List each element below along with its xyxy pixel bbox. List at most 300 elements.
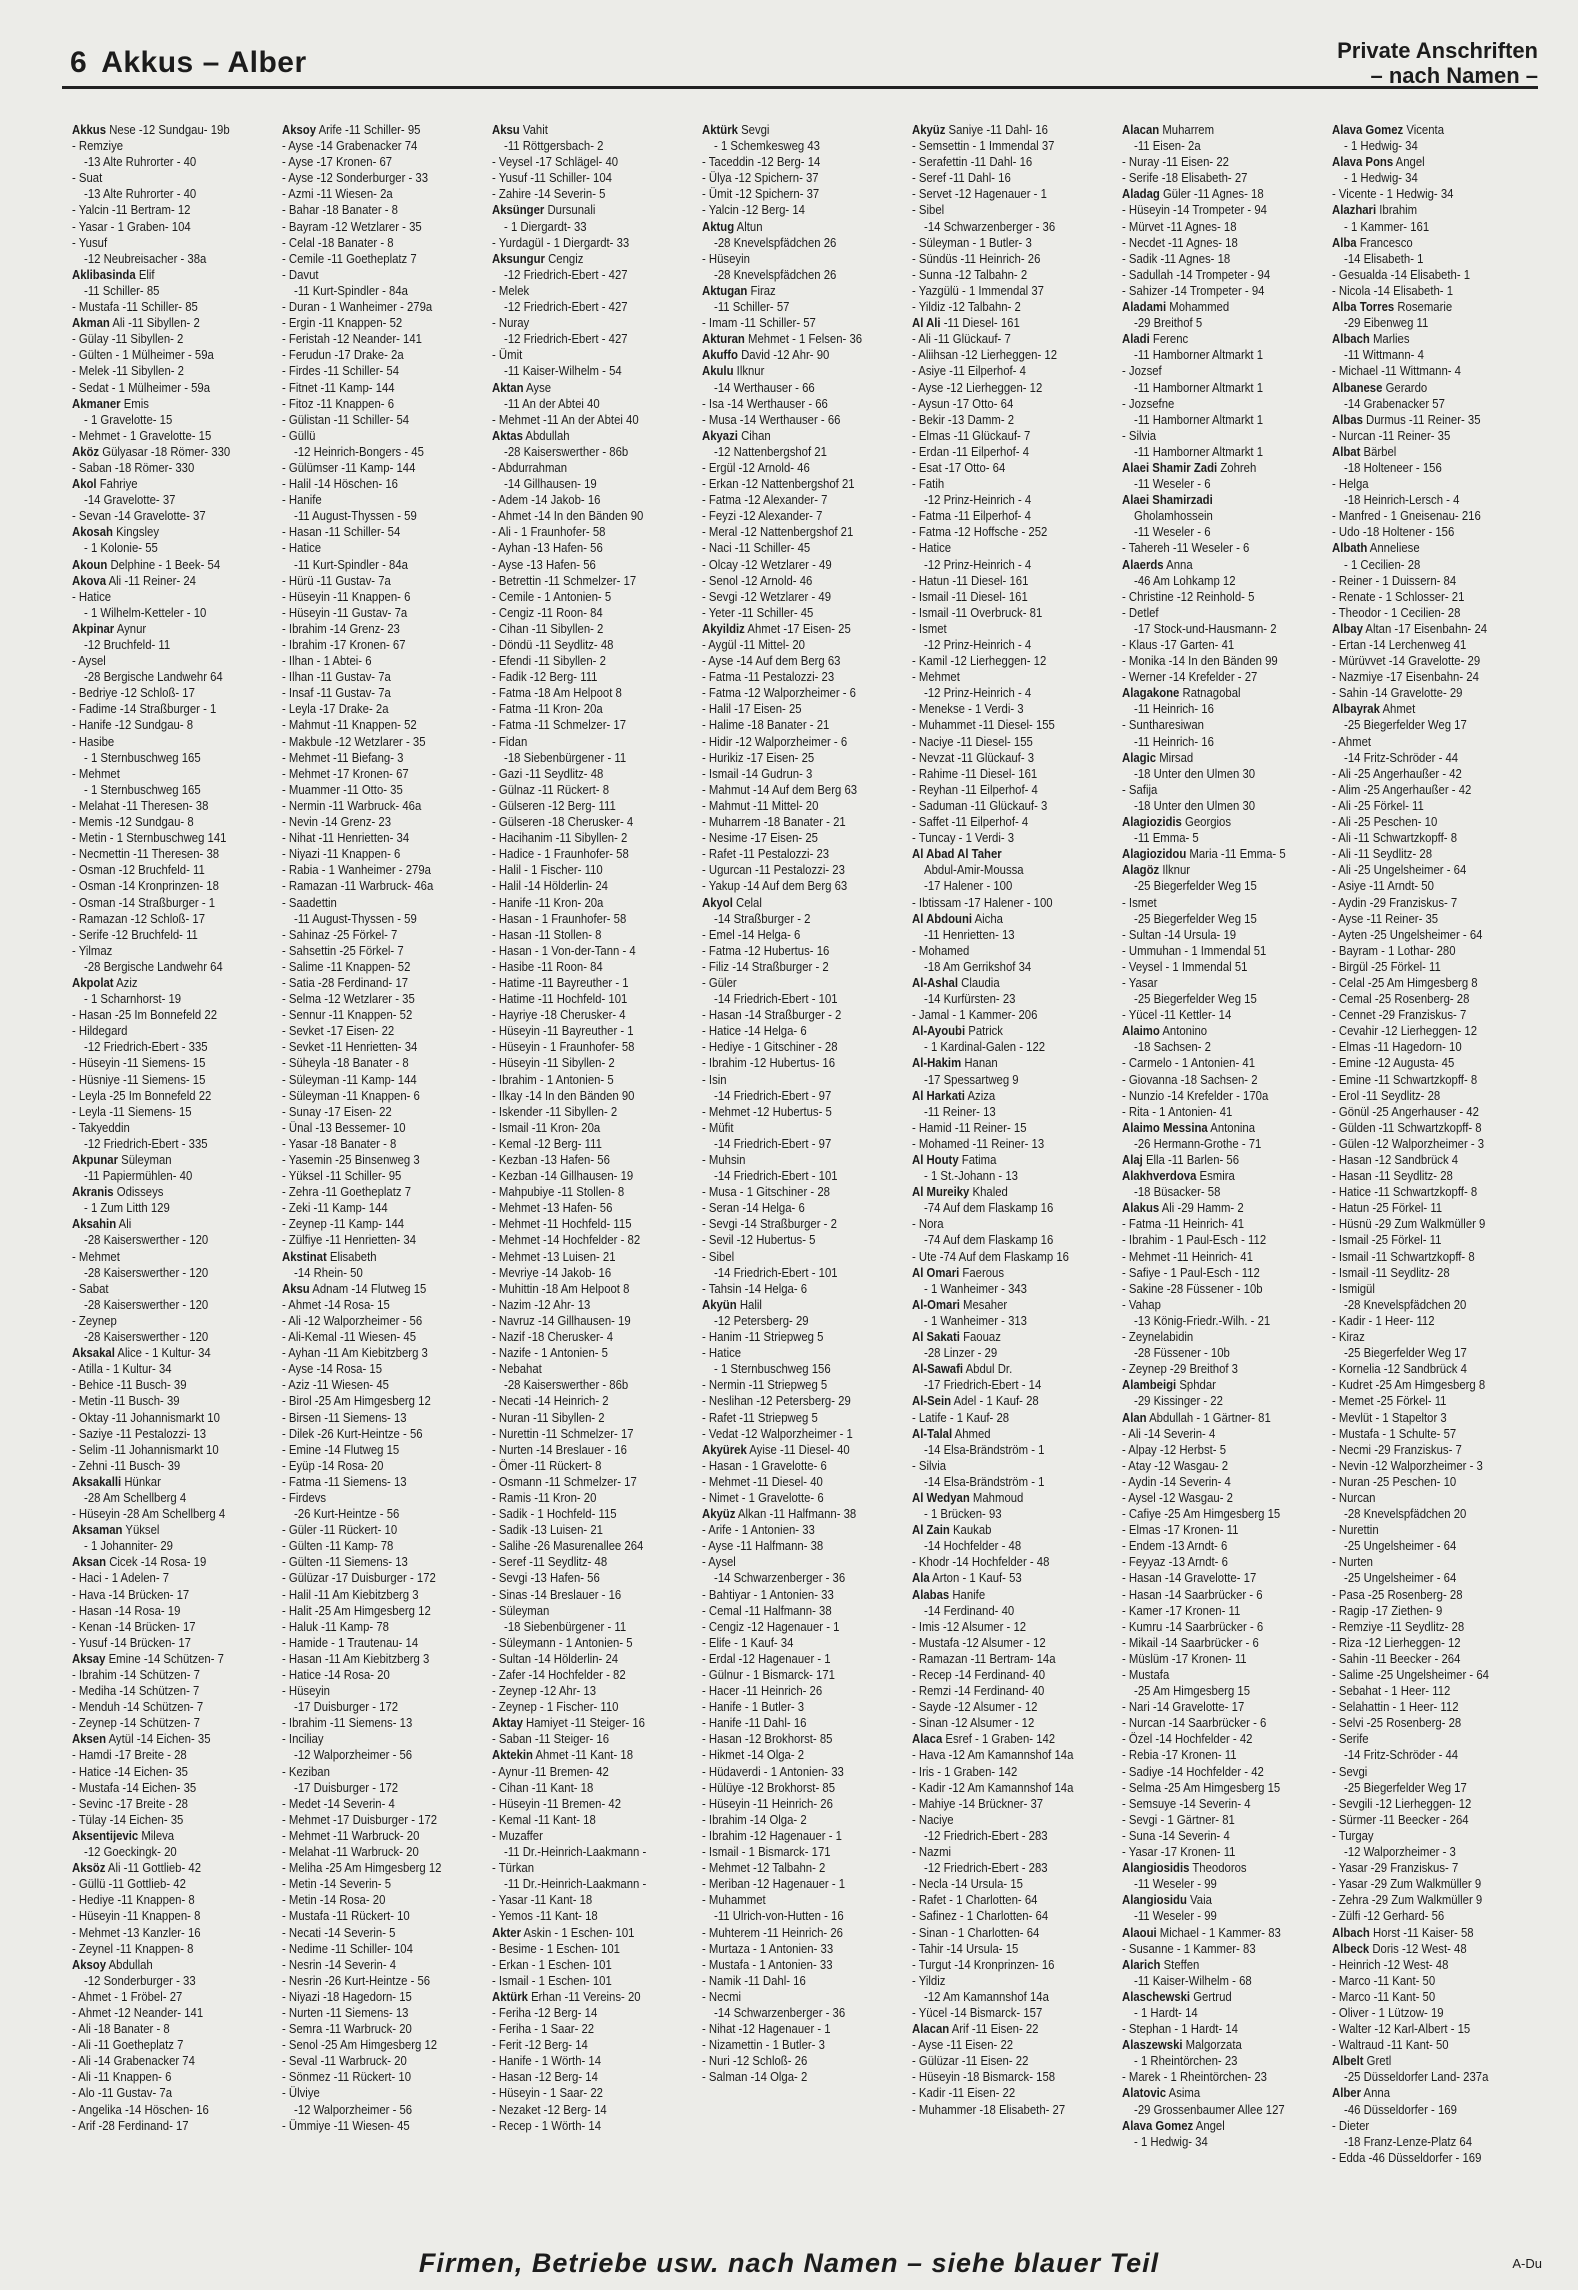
listing-entry: - Yüksel -11 Schiller- 95 — [282, 1168, 402, 1184]
listing-entry: Akova Ali -11 Reiner- 24 — [72, 572, 196, 588]
listing-entry: - Nazmiye -17 Eisenbahn- 24 — [1332, 669, 1479, 685]
listing-entry: - Yemos -11 Kant- 18 — [492, 1908, 598, 1924]
listing-entry: -17 Duisburger - 172 — [294, 1779, 399, 1795]
listing-entry: - Aynur -11 Bremen- 42 — [492, 1763, 609, 1779]
listing-entry: - Fatma -12 Hoffsche - 252 — [912, 524, 1048, 540]
listing-entry: - Ayse -13 Hafen- 56 — [492, 556, 596, 572]
listing-entry: - Hasan -11 Schiller- 54 — [282, 524, 401, 540]
surname: Aktug — [702, 218, 735, 234]
listing-entry: - Oliver - 1 Lützow- 19 — [1332, 2004, 1444, 2020]
listing-entry: - Hatun -25 Förkel- 11 — [1332, 1200, 1443, 1216]
listing-entry: Alangiosidis Theodoros — [1122, 1860, 1247, 1876]
listing-entry: - Gülistan -11 Schiller- 54 — [282, 411, 410, 427]
listing-entry: - Celal -25 Am Himgesberg 8 — [1332, 974, 1478, 990]
listing-entry: Aktan Ayse — [492, 379, 552, 395]
listing-entry: - Nihat -12 Hagenauer - 1 — [702, 2021, 831, 2037]
listing-entry: - Sinan -12 Alsumer - 12 — [912, 1715, 1035, 1731]
listing-entry: -29 Eibenweg 11 — [1344, 315, 1429, 331]
listing-entry: -12 Nattenbergshof 21 — [714, 443, 827, 459]
listing-entry: -11 Reiner- 13 — [924, 1103, 996, 1119]
surname: Al Abad Al Taher — [912, 846, 1002, 862]
listing-entry: -14 Elsa-Brändström - 1 — [924, 1441, 1045, 1457]
listing-entry: -26 Hermann-Grothe - 71 — [1134, 1135, 1262, 1151]
surname: Aktekin — [492, 1747, 533, 1763]
listing-entry: Aktay Hamiyet -11 Steiger- 16 — [492, 1715, 645, 1731]
listing-entry: - 1 Diergardt- 33 — [504, 218, 587, 234]
surname: Aksu — [282, 1280, 310, 1296]
listing-entry: Albanese Gerardo — [1332, 379, 1428, 395]
listing-entry: - Hatice — [702, 1345, 742, 1361]
listing-entry: - Hamide - 1 Trautenau- 14 — [282, 1634, 419, 1650]
listing-entry: Al-Ayoubi Patrick — [912, 1023, 1003, 1039]
listing-entry: - Nevzat -11 Glückauf- 3 — [912, 749, 1035, 765]
listing-entry: - Hüseyin - 1 Fraunhofer- 58 — [492, 1039, 635, 1055]
listing-entry: Al-Talal Ahmed — [912, 1425, 991, 1441]
listing-entry: - Senol -25 Am Himgesberg 12 — [282, 2037, 438, 2053]
listing-entry: - Ramis -11 Kron- 20 — [492, 1489, 597, 1505]
listing-entry: - Yusuf -11 Schiller- 104 — [492, 170, 612, 186]
listing-entry: - Ibtissam -17 Halener - 100 — [912, 894, 1053, 910]
listing-entry: - Naciye — [912, 1811, 954, 1827]
listing-entry: - Müfit — [702, 1119, 734, 1135]
listing-entry: - Leyla -25 Im Bonnefeld 22 — [72, 1087, 212, 1103]
listing-entry: - Aysel — [702, 1554, 736, 1570]
listing-entry: - Salihe -26 Masurenallee 264 — [492, 1538, 644, 1554]
listing-entry: Alaei Shamir Zadi Zohreh — [1122, 459, 1257, 475]
listing-entry: -12 Bruchfeld- 11 — [84, 637, 171, 652]
listing-entry: - Hasan -12 Sandbrück 4 — [1332, 1152, 1459, 1167]
listing-entry: - Sahizer -14 Trompeter - 94 — [1122, 282, 1265, 298]
listing-entry: - Sahin -14 Gravelotte- 29 — [1332, 685, 1463, 701]
listing-entry: - Mahmut -11 Knappen- 52 — [282, 717, 417, 733]
listing-entry: - Necdet -11 Agnes- 18 — [1122, 234, 1238, 250]
listing-entry: - Yücel -14 Bismarck- 157 — [912, 2004, 1043, 2020]
listing-entry: -11 Schiller- 85 — [84, 282, 160, 298]
listing-entry: -17 Stock-und-Hausmann- 2 — [1134, 620, 1277, 636]
listing-entry: - Zeynep -12 Ahr- 13 — [492, 1683, 597, 1699]
listing-entry: - Leyla -11 Siemens- 15 — [72, 1103, 192, 1119]
listing-entry: - Rebia -17 Kronen- 11 — [1122, 1747, 1237, 1763]
listing-entry: - Bedriye -12 Schloß- 17 — [72, 685, 195, 701]
surname: Alambeigi — [1122, 1377, 1177, 1393]
listing-entry: - Hasan -25 Im Bonnefeld 22 — [72, 1007, 218, 1023]
listing-entry: - Ismail -11 Overbruck- 81 — [912, 604, 1043, 620]
listing-entry: - Mevlüt - 1 Stapeltor 3 — [1332, 1409, 1447, 1425]
listing-entry: - Ismail -11 Kron- 20a — [492, 1119, 601, 1135]
listing-entry: -12 Walporzheimer - 56 — [294, 2101, 413, 2117]
listing-entry: Alacan Arif -11 Eisen- 22 — [912, 2021, 1039, 2037]
listing-entry: - Nevin -12 Walporzheimer - 3 — [1332, 1457, 1483, 1473]
listing-entry: -11 Kaiser-Wilhelm - 68 — [1134, 1972, 1252, 1988]
listing-entry: - Nezaket -12 Berg- 14 — [492, 2101, 607, 2117]
listing-entry: - 1 Wilhelm-Ketteler - 10 — [84, 604, 207, 620]
listing-entry: - Neslihan -12 Petersberg- 29 — [702, 1393, 851, 1409]
listing-entry: - Betrettin -11 Schmelzer- 17 — [492, 572, 637, 588]
listing-entry: - Ahmet - 1 Fröbel- 27 — [72, 1988, 183, 2004]
surname: Akmaner — [72, 395, 121, 411]
listing-entry: - Hanife -11 Dahl- 16 — [702, 1715, 807, 1731]
listing-entry: - Suat — [72, 170, 103, 186]
surname: Akyol — [702, 894, 733, 910]
listing-entry: - Fatma -12 Hubertus- 16 — [702, 942, 830, 958]
listing-entry: Akol Fahriye — [72, 476, 138, 492]
listing-entry: - Süleyman -11 Knappen- 6 — [282, 1087, 420, 1103]
listing-entry: - 1 Hedwig- 34 — [1134, 2133, 1208, 2149]
surname: Alaca — [912, 1731, 943, 1747]
listing-entry: - Riza -12 Lierheggen- 12 — [1332, 1634, 1461, 1650]
surname: Akpunar — [72, 1152, 119, 1167]
listing-entry: - Mehmet -17 Kronen- 67 — [282, 765, 409, 781]
listing-entry: -46 Am Lohkamp 12 — [1134, 572, 1236, 588]
listing-entry: - Ömer -11 Rückert- 8 — [492, 1457, 602, 1473]
surname: Akyüz — [912, 122, 946, 137]
listing-entry: - Muhterem -11 Heinrich- 26 — [702, 1924, 843, 1940]
listing-entry: - Ergin -11 Knappen- 52 — [282, 315, 403, 331]
listing-entry: - Imis -12 Alsumer - 12 — [912, 1618, 1027, 1634]
listing-entry: - Hüseyin -11 Knappen- 8 — [72, 1908, 201, 1924]
listing-entry: - Aygül -11 Mittel- 20 — [702, 637, 805, 652]
listing-entry: - Ahmet -12 Neander- 141 — [72, 2004, 204, 2020]
listing-entry: -18 Holteneer - 156 — [1344, 459, 1442, 475]
listing-entry: - Ibrahim -14 Schützen- 7 — [72, 1667, 200, 1682]
surname: Akyüz — [702, 1506, 736, 1522]
listing-entry: - Mehmet — [912, 669, 960, 685]
listing-entry: - Güllü -11 Gottlieb- 42 — [72, 1876, 186, 1892]
listing-entry: -28 Knevelspfädchen 20 — [1344, 1296, 1467, 1312]
listing-entry: -25 Biegerfelder Weg 17 — [1344, 1345, 1467, 1361]
listing-entry: - Ülya -12 Spichern- 37 — [702, 170, 819, 186]
surname: Al Houty — [912, 1152, 959, 1167]
listing-entry: - Haci - 1 Adelen- 7 — [72, 1570, 170, 1586]
listing-entry: - Sevgili -12 Lierheggen- 12 — [1332, 1795, 1472, 1811]
listing-entry: - Makbule -12 Wetzlarer - 35 — [282, 733, 426, 749]
listing-entry: - Ünal -13 Bessemer- 10 — [282, 1119, 406, 1135]
listing-entry: - Zülfi -12 Gerhard- 56 — [1332, 1908, 1445, 1924]
surname: Al-Ayoubi — [912, 1023, 966, 1039]
listing-entry: - Hüseyin -28 Am Schellberg 4 — [72, 1506, 226, 1522]
listing-entry: - Nurten — [1332, 1554, 1373, 1570]
listing-entry: - 1 Sternbuschweg 165 — [84, 781, 201, 797]
listing-entry: -28 Knevelspfädchen 20 — [1344, 1506, 1467, 1522]
listing-entry: - Fatma -12 Alexander- 7 — [702, 492, 828, 508]
listing-entry: - Sadik - 1 Hochfeld- 115 — [492, 1506, 617, 1522]
listing-entry: Alba Francesco — [1332, 234, 1413, 250]
listing-entry: - Muzaffer — [492, 1827, 543, 1843]
listing-entry: - Mehmet -11 Biefang- 3 — [282, 749, 404, 765]
listing-entry: - Menduh -14 Schützen- 7 — [72, 1699, 204, 1715]
listing-entry: - Metin -11 Busch- 39 — [72, 1393, 180, 1409]
listing-entry: Aktürk Erhan -11 Vereins- 20 — [492, 1988, 641, 2004]
listing-entry: Albat Bärbel — [1332, 443, 1397, 459]
listing-entry: - Hasan -11 Stollen- 8 — [492, 926, 602, 942]
listing-entry: - 1 Wanheimer - 313 — [924, 1312, 1027, 1328]
listing-entry: - Ibrahim -14 Olga- 2 — [702, 1811, 807, 1827]
listing-entry: - Giovanna -18 Sachsen- 2 — [1122, 1071, 1258, 1087]
listing-entry: Alaimo Antonino — [1122, 1023, 1208, 1039]
listing-entry: - Kemal -12 Berg- 111 — [492, 1135, 602, 1151]
listing-entry: Al Ali -11 Diesel- 161 — [912, 315, 1020, 331]
listing-entry: - Ramazan -12 Schloß- 17 — [72, 910, 206, 926]
listing-entry: - Güler — [702, 974, 737, 990]
listing-entry: -28 Kaiserswerther - 86b — [504, 443, 629, 459]
listing-entry: - Gülnaz -11 Rückert- 8 — [492, 781, 610, 797]
listing-entry: - Reyhan -11 Eilperhof- 4 — [912, 781, 1038, 797]
listing-entry: -28 Kaiserswerther - 120 — [84, 1329, 209, 1345]
listing-entry: - 1 Scharnhorst- 19 — [84, 991, 182, 1007]
listing-entry: - Selvi -25 Rosenberg- 28 — [1332, 1715, 1462, 1731]
listing-entry: - Nazif -18 Cherusker- 4 — [492, 1329, 614, 1345]
listing-entry: -12 Petersberg- 29 — [714, 1312, 809, 1328]
listing-entry: - Aydin -14 Severin- 4 — [1122, 1473, 1231, 1489]
listing-entry: - Gülümser -11 Kamp- 144 — [282, 459, 416, 475]
surname: Aksakal — [72, 1345, 115, 1361]
listing-entry: - 1 Kammer- 161 — [1344, 218, 1430, 234]
listing-entry: - Yasar -17 Kronen- 11 — [1122, 1844, 1236, 1860]
listing-entry: - Vicente - 1 Hedwig- 34 — [1332, 186, 1454, 202]
listing-entry: - Hanife -12 Sundgau- 8 — [72, 717, 194, 733]
listing-entry: -14 Friedrich-Ebert - 101 — [714, 1264, 838, 1280]
surname: Akter — [492, 1924, 521, 1940]
listing-entry: - Reiner - 1 Duissern- 84 — [1332, 572, 1457, 588]
listing-entry: -12 Walporzheimer - 56 — [294, 1747, 413, 1763]
listing-entry: - Ferit -12 Berg- 14 — [492, 2037, 588, 2053]
listing-entry: - Naciye -11 Diesel- 155 — [912, 733, 1033, 749]
listing-entry: - Ilhan -11 Gustav- 7a — [282, 669, 391, 685]
listing-entry: - Suntharesiwan — [1122, 717, 1204, 733]
listing-entry: - Haluk -11 Kamp- 78 — [282, 1618, 389, 1634]
listing-entry: - Halil -11 Am Kiebitzberg 3 — [282, 1586, 419, 1602]
listing-entry: - 1 Johanniter- 29 — [84, 1538, 173, 1554]
listing-entry: - Cihan -11 Sibyllen- 2 — [492, 620, 604, 636]
listing-entry: - Susanne - 1 Kammer- 83 — [1122, 1940, 1256, 1956]
listing-entry: - Mohamed — [912, 942, 970, 958]
surname: Albach — [1332, 331, 1370, 347]
listing-entry: - Kezban -14 Gillhausen- 19 — [492, 1168, 634, 1184]
surname: Albas — [1332, 411, 1363, 427]
listing-entry: - Ibrahim -12 Hagenauer - 1 — [702, 1827, 842, 1843]
surname: Alagiozidou — [1122, 846, 1187, 862]
listing-entry: Abdul-Amir-Moussa — [924, 862, 1024, 878]
listing-entry: - Sevgi -13 Hafen- 56 — [492, 1570, 600, 1586]
listing-entry: - Iris - 1 Graben- 142 — [912, 1763, 1018, 1779]
listing-entry: - Zehra -11 Goetheplatz 7 — [282, 1184, 412, 1200]
listing-entry: - Hatime -11 Bayreuther - 1 — [492, 974, 629, 990]
listing-entry: Alagic Mirsad — [1122, 749, 1194, 765]
listing-entry: - Sahsettin -25 Förkel- 7 — [282, 942, 404, 958]
listing-entry: Aktas Abdullah — [492, 427, 570, 443]
listing-entry: - Hüseyin -11 Knappen- 6 — [282, 588, 411, 604]
listing-entry: -13 Alte Ruhrorter - 40 — [84, 154, 197, 170]
listing-entry: - Besime - 1 Eschen- 101 — [492, 1940, 620, 1956]
listing-entry: - Recep -14 Ferdinand- 40 — [912, 1667, 1046, 1682]
footer-note: Firmen, Betriebe usw. nach Namen – siehe blauer Teil — [418, 2248, 1160, 2278]
listing-entry: -14 Rhein- 50 — [294, 1264, 363, 1280]
listing-entry: -74 Auf dem Flaskamp 16 — [924, 1232, 1054, 1248]
surname: Alaei Shamir Zadi — [1122, 459, 1218, 475]
listing-entry: - Hürü -11 Gustav- 7a — [282, 572, 391, 588]
listing-entry: - Mehmet -11 Heinrich- 41 — [1122, 1248, 1253, 1264]
surname: Alazhari — [1332, 202, 1377, 218]
listing-entry: - Kamer -17 Kronen- 11 — [1122, 1602, 1241, 1618]
listing-entry: - Hanife - 1 Butler- 3 — [702, 1699, 805, 1715]
listing-entry: - Jozsef — [1122, 363, 1162, 379]
listing-entry: - Hatice — [912, 540, 952, 556]
listing-entry: - Yazgülü - 1 Immendal 37 — [912, 282, 1044, 298]
listing-entry: - Meriban -12 Hagenauer - 1 — [702, 1876, 846, 1892]
surname: Albanese — [1332, 379, 1383, 395]
listing-entry: -11 August-Thyssen - 59 — [294, 910, 417, 926]
listing-entry: -12 Prinz-Heinrich - 4 — [924, 685, 1032, 701]
surname: Alan — [1122, 1409, 1147, 1425]
listing-entry: Akyüz Alkan -11 Halfmann- 38 — [702, 1506, 857, 1522]
listing-entry: -12 Prinz-Heinrich - 4 — [924, 556, 1032, 572]
listing-entry: - Ilhan - 1 Abtei- 6 — [282, 653, 372, 669]
section-title: Private Anschriften — [1337, 38, 1538, 63]
listing-entry: - Serafettin -11 Dahl- 16 — [912, 154, 1033, 170]
listing-entry: - Sultan -14 Hölderlin- 24 — [492, 1650, 619, 1666]
listing-entry: - Endem -13 Arndt- 6 — [1122, 1538, 1228, 1554]
listing-entry: - Elmas -17 Kronen- 11 — [1122, 1522, 1239, 1538]
listing-entry: -11 Hamborner Altmarkt 1 — [1134, 379, 1264, 395]
listing-entry: - Yeter -11 Schiller- 45 — [702, 604, 814, 620]
listing-entry: - Gülüzar -17 Duisburger - 172 — [282, 1570, 436, 1586]
listing-entry: -14 Schwarzenberger - 36 — [714, 1570, 846, 1586]
listing-entry: -17 Friedrich-Ebert - 14 — [924, 1377, 1042, 1393]
listing-entry: - Kudret -25 Am Himgesberg 8 — [1332, 1377, 1486, 1393]
listing-entry: - Hüseyin -11 Siemens- 15 — [72, 1055, 206, 1071]
listing-entry: Alan Abdullah - 1 Gärtner- 81 — [1122, 1409, 1271, 1425]
listing-entry: - Bahar -18 Banater - 8 — [282, 202, 399, 218]
listing-entry: -12 Walporzheimer - 3 — [1344, 1844, 1456, 1860]
listing-entry: - Hasan -14 Rosa- 19 — [72, 1602, 181, 1618]
listing-entry: - Rita - 1 Antonien- 41 — [1122, 1103, 1233, 1119]
listing-entry: - Hava -14 Brücken- 17 — [72, 1586, 190, 1602]
listing-entry: - Erkan - 1 Eschen- 101 — [492, 1956, 612, 1972]
listing-entry: - Rafet - 1 Charlotten- 64 — [912, 1892, 1038, 1908]
listing-entry: -25 Ungelsheimer - 64 — [1344, 1570, 1457, 1586]
listing-entry: -18 Franz-Lenze-Platz 64 — [1344, 2133, 1473, 2149]
listing-entry: - Atilla - 1 Kultur- 34 — [72, 1361, 172, 1377]
listing-entry: -29 Kissinger - 22 — [1134, 1393, 1223, 1409]
listing-entry: - Ibrahim - 1 Antonien- 5 — [492, 1071, 614, 1087]
listing-entry: Alambeigi Sphdar — [1122, 1377, 1216, 1393]
listing-entry: -12 Neubreisacher - 38a — [84, 250, 207, 266]
listing-entry: Alava Gomez Vicenta — [1332, 122, 1445, 137]
listing-entry: - Jamal - 1 Kammer- 206 — [912, 1007, 1038, 1023]
listing-entry: - Ismail - 1 Eschen- 101 — [492, 1972, 612, 1988]
listing-entry: - Turgut -14 Kronprinzen- 16 — [912, 1956, 1055, 1972]
listing-entry: - Hava -12 Am Kamannshof 14a — [912, 1747, 1074, 1763]
listing-entry: - Fatma -18 Am Helpoot 8 — [492, 685, 622, 701]
listing-entry: - Erkan -12 Nattenbergshof 21 — [702, 476, 855, 492]
listing-entry: - Nuray -11 Eisen- 22 — [1122, 154, 1229, 170]
listing-entry: - Efendi -11 Sibyllen- 2 — [492, 653, 606, 669]
listing-entry: - Ali -11 Glückauf- 7 — [912, 331, 1011, 347]
listing-entry: -11 Hamborner Altmarkt 1 — [1134, 411, 1264, 427]
listing-entry: - Muhammer -18 Elisabeth- 27 — [912, 2101, 1066, 2117]
listing-entry: - Feyyaz -13 Arndt- 6 — [1122, 1554, 1228, 1570]
listing-entry: Alagiozidis Georgios — [1122, 814, 1232, 830]
listing-entry: - Sultan -14 Ursula- 19 — [1122, 926, 1237, 942]
listing-entry: - Sevket -11 Henrietten- 34 — [282, 1039, 418, 1055]
listing-entry: - Sürmer -11 Beecker - 264 — [1332, 1811, 1469, 1827]
listing-entry: -28 Füssener - 10b — [1134, 1345, 1230, 1361]
surname: Aksahin — [72, 1216, 117, 1232]
listing-entry: - Hüseyin — [282, 1683, 330, 1699]
listing-entry: - Tülay -14 Eichen- 35 — [72, 1811, 184, 1827]
surname: Alber — [1332, 2085, 1361, 2101]
listing-entry: -25 Biegerfelder Weg 17 — [1344, 717, 1467, 733]
listing-entry: - Seref -11 Seydlitz- 48 — [492, 1554, 608, 1570]
listing-entry: - 1 Rheintörchen- 23 — [1134, 2053, 1238, 2069]
listing-entry: -18 Büsacker- 58 — [1134, 1184, 1221, 1200]
surname: Albeck — [1332, 1940, 1370, 1956]
listing-entry: -11 Papiermühlen- 40 — [84, 1168, 193, 1184]
surname: Alava Gomez — [1122, 2117, 1194, 2133]
listing-entry: - Safinez - 1 Charlotten- 64 — [912, 1908, 1049, 1924]
listing-entry: -14 Friedrich-Ebert - 97 — [714, 1087, 832, 1103]
listing-entry: -18 Unter den Ulmen 30 — [1134, 765, 1256, 781]
listing-entry: - Selma -12 Wetzlarer - 35 — [282, 991, 415, 1007]
listing-entry: - Sahin -11 Beecker - 264 — [1332, 1650, 1461, 1666]
surname: Aksünger — [492, 202, 545, 218]
listing-entry: - Serife -12 Bruchfeld- 11 — [72, 926, 198, 942]
listing-entry: - Ülviye — [282, 2085, 320, 2101]
listing-entry: -11 Weseler - 6 — [1134, 524, 1211, 540]
listing-entry: Akpunar Süleyman — [72, 1152, 172, 1167]
listing-entry: - Arife - 1 Antonien- 33 — [702, 1522, 815, 1538]
listing-entry: Alava Pons Angel — [1332, 154, 1425, 170]
listing-entry: - Ibrahim -11 Siemens- 13 — [282, 1715, 413, 1731]
listing-entry: - Dilek -26 Kurt-Heintze - 56 — [282, 1425, 423, 1441]
listing-entry: -28 Knevelspfädchen 26 — [714, 234, 837, 250]
listing-column — [1122, 122, 1291, 2242]
listing-entry: - Gülüzar -11 Eisen- 22 — [912, 2053, 1029, 2069]
listing-entry: -18 Sachsen- 2 — [1134, 1039, 1211, 1055]
listing-entry: - Saban -11 Steiger- 16 — [492, 1731, 610, 1747]
listing-entry: - Fadime -14 Straßburger - 1 — [72, 701, 217, 717]
listing-entry: - Muhsin — [702, 1152, 746, 1167]
listing-entry: - Nazim -12 Ahr- 13 — [492, 1296, 591, 1312]
listing-entry: - Cafiye -25 Am Himgesberg 15 — [1122, 1506, 1281, 1522]
surname: Aköz — [72, 443, 100, 459]
listing-entry: - Zeynel -11 Knappen- 8 — [72, 1940, 194, 1956]
listing-entry: - Rabia - 1 Wanheimer - 279a — [282, 862, 431, 878]
listing-entry: - Hatun -11 Diesel- 161 — [912, 572, 1029, 588]
surname: Alaszewski — [1122, 2037, 1183, 2053]
surname: Albach — [1332, 1924, 1370, 1940]
listing-entry: - Hasibe — [72, 733, 115, 749]
listing-entry: - Remzi -14 Ferdinand- 40 — [912, 1683, 1045, 1699]
listing-entry: - Halil -14 Hölderlin- 24 — [492, 878, 608, 894]
listing-entry: Alakhverdova Esmira — [1122, 1168, 1235, 1184]
listing-entry: - Ramazan -11 Bertram- 14a — [912, 1650, 1056, 1666]
listing-entry: -11 August-Thyssen - 59 — [294, 508, 417, 524]
surname: Aksaman — [72, 1522, 123, 1538]
listing-entry: -28 Bergische Landwehr 64 — [84, 669, 223, 685]
listing-entry: - Aysun -17 Otto- 64 — [912, 395, 1014, 411]
listing-entry: - Yakup -14 Auf dem Berg 63 — [702, 878, 848, 894]
surname: Akosah — [72, 524, 113, 540]
listing-entry: - Saziye -11 Pestalozzi- 13 — [72, 1425, 207, 1441]
listing-entry: -25 Ungelsheimer - 64 — [1344, 1538, 1457, 1554]
listing-entry: - Ibrahim -14 Grenz- 23 — [282, 620, 400, 636]
listing-columns — [72, 122, 1538, 2242]
listing-entry: - Mahpubiye -11 Stollen- 8 — [492, 1184, 625, 1200]
listing-entry: - Nesrin -26 Kurt-Heintze - 56 — [282, 1972, 431, 1988]
listing-entry: - Ali -25 Peschen- 10 — [1332, 814, 1438, 830]
listing-entry: - Ismail -11 Diesel- 161 — [912, 588, 1028, 604]
